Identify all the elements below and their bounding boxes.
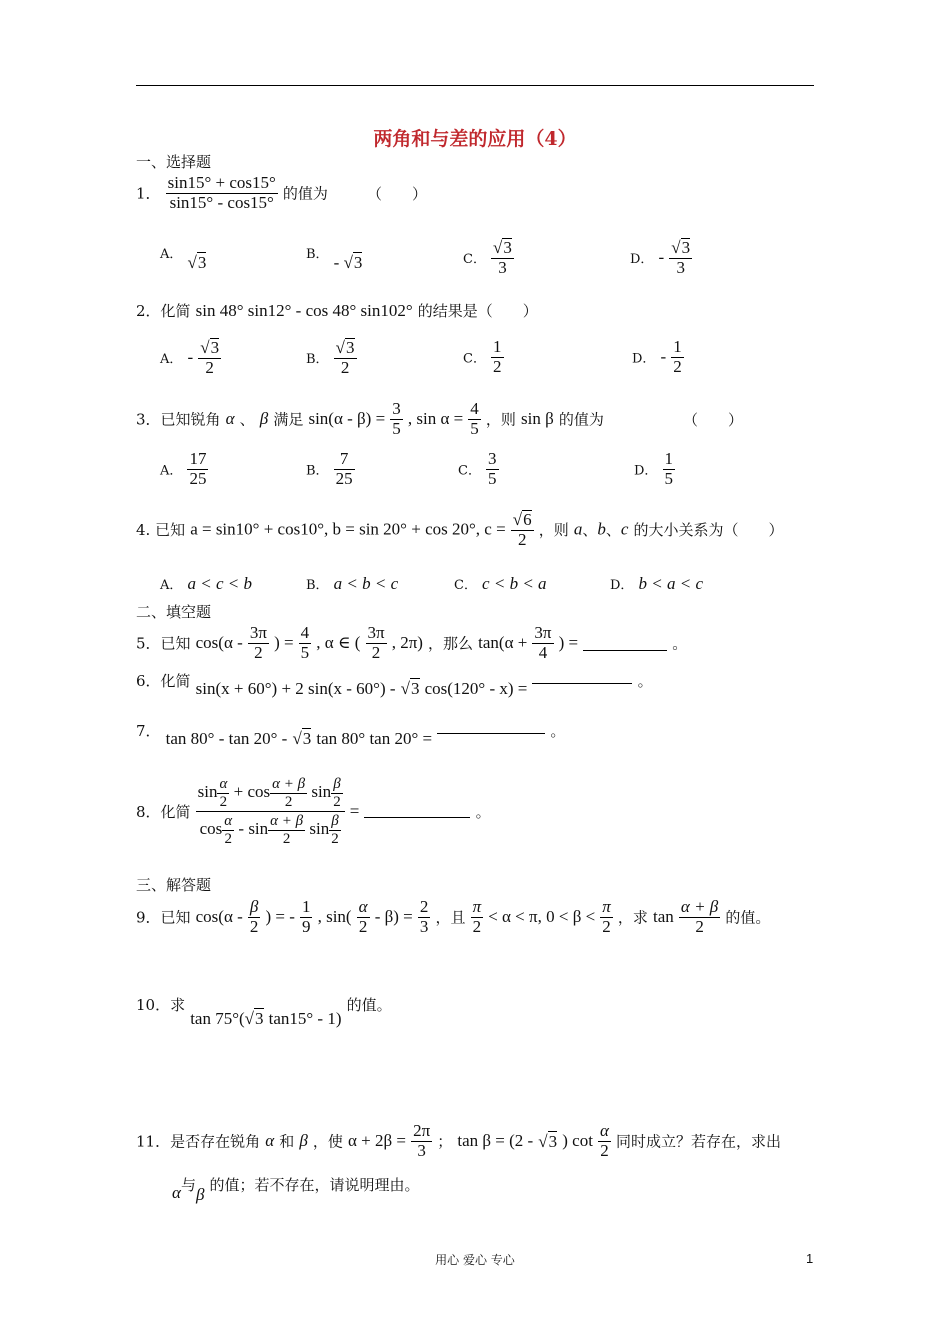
q2-option-c: C． $\frac{1}{2}$ <box>463 337 502 376</box>
question-8: 8．化简 sin $\frac{\alpha}{2}$ + cos $\frac{\alpha + \beta}{2}$ sin $\frac{\beta}{2}$ cos $\frac{\alpha}{2}$ - sin $\frac{\alpha + \beta}{2}$ sin $\frac{\beta}{2}$ = 。 <box>136 776 491 847</box>
q3-option-a: A． $\frac{17}{25}$ <box>160 449 207 488</box>
question-5: 5．已知 cos(α - $\frac{3\pi}{2}$ ) = $\frac{4}{5}$ , α ∈ ( $\frac{3\pi}{2}$ , 2π) ，那么 tan(α + $\frac{3\pi}{4}$ ) = 。 <box>136 623 688 662</box>
page-number: 1 <box>806 1251 814 1266</box>
answer-paren: （ ） <box>367 184 428 203</box>
question-2: 2．化简 sin 48° sin12° - cos 48° sin102° 的结果是（ ） <box>136 301 538 320</box>
q4-option-d: D． b < a < c <box>610 574 704 593</box>
q3-option-c: C． $\frac{3}{5}$ <box>458 449 497 488</box>
q2-option-d: D． - $\frac{1}{2}$ <box>632 337 682 376</box>
page-footer: 用心 爱心 专心 <box>435 1253 515 1267</box>
section-heading-fill: 二、填空题 <box>136 603 212 621</box>
answer-blank[interactable] <box>532 671 632 684</box>
question-6: 6．化简 sin(x + 60°) + 2 sin(x - 60°) - √3 cos(120° - x) = 。 <box>136 672 653 698</box>
q3-option-b: B． $\frac{7}{25}$ <box>306 449 353 488</box>
question-9: 9．已知 cos(α - $\frac{\beta}{2}$ ) = - $\frac{1}{9}$ , sin( $\frac{\alpha}{2}$ - β) = $\frac{2}{3}$ ，且 $\frac{\pi}{2}$ < α < π, 0 < β < $\frac{\pi}{2}$ ，求 tan $\frac{\alpha + \beta}{2}$ 的值。 <box>136 897 771 936</box>
question-4: 4. 已知 a = sin10° + cos10°, b = sin 20° + cos 20°, c = $\frac{√6}{2}$ ，则 a、b、c 的大小关系为（ ） <box>136 510 784 549</box>
q1-option-b: B． - √3 <box>306 247 363 272</box>
answer-paren: （ ） <box>682 410 743 429</box>
answer-blank[interactable] <box>437 721 545 734</box>
q3-option-d: D． $\frac{1}{5}$ <box>634 449 674 488</box>
question-7: 7． tan 80° - tan 20° - √3 tan 80° tan 20° = 。 <box>136 722 566 748</box>
q4-option-b: B． a < b < c <box>306 574 399 593</box>
question-10: 10．求 tan 75°(√3 tan15° - 1) 的值。 <box>136 996 392 1028</box>
answer-blank[interactable] <box>583 636 667 651</box>
section-heading-choice: 一、选择题 <box>136 153 212 171</box>
section-heading-solve: 三、解答题 <box>136 876 212 894</box>
q1-option-c: C． $\frac{√3}{3}$ <box>463 238 512 277</box>
question-3: 3．已知锐角 α 、 β 满足 sin(α - β) = $\frac{3}{5}$ , sin α = $\frac{4}{5}$ ，则 sin β 的值为 （ ） <box>136 399 743 438</box>
q2-option-b: B． $\frac{√3}{2}$ <box>306 338 355 377</box>
q1-option-a: A． √3 <box>160 247 207 272</box>
header-rule <box>136 85 814 86</box>
answer-blank[interactable] <box>364 805 470 818</box>
question-11-line2: α与β 的值；若不存在，请说明理由。 <box>172 1176 420 1204</box>
question-11: 11．是否存在锐角 α 和 β ，使 α + 2β = $\frac{2\pi}{3}$ ； tan β = (2 - √3 ) cot $\frac{\alpha}{2}$ 同时成立？若存在，求出 <box>136 1121 782 1160</box>
q4-option-c: C． c < b < a <box>454 574 547 593</box>
q1-fraction: $\frac{\sin 15^\circ + \cos 15^\circ}{\sin 15^\circ - \cos 15^\circ}$ <box>167 173 276 212</box>
question-1: 1． $\frac{\sin 15^\circ + \cos 15^\circ}{\sin 15^\circ - \cos 15^\circ}$ 的值为 （ ） <box>136 173 428 212</box>
q1-option-d: D． - $\frac{√3}{3}$ <box>630 238 691 277</box>
q4-option-a: A． a < c < b <box>160 574 252 593</box>
page-title: 两角和与差的应用（4） <box>373 128 577 150</box>
q8-fraction: sin $\frac{\alpha}{2}$ + cos $\frac{\alpha + \beta}{2}$ sin $\frac{\beta}{2}$ cos $\frac{\alpha}{2}$ - sin $\frac{\alpha + \beta}{2}$ sin $\frac{\beta}{2}$ <box>196 776 345 847</box>
q2-option-a: A． - $\frac{√3}{2}$ <box>160 338 220 377</box>
